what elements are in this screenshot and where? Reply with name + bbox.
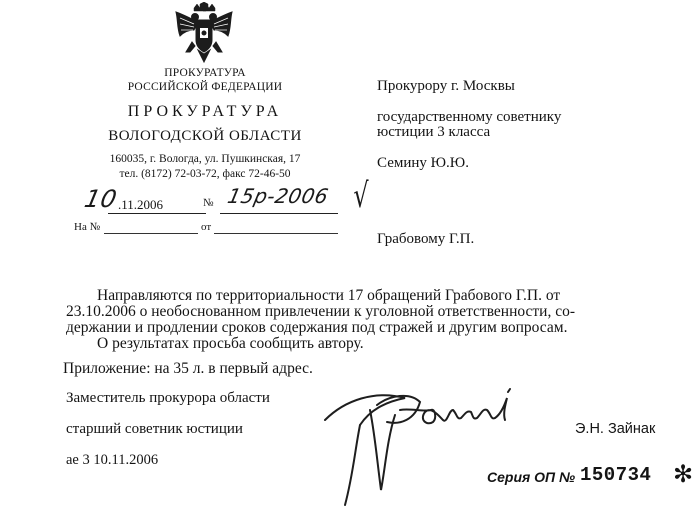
number-prefix: № xyxy=(203,197,214,209)
office-region: ВОЛОГОДСКОЙ ОБЛАСТИ xyxy=(108,128,302,144)
date-underline xyxy=(108,213,206,214)
handwritten-outgoing-number: 15р-2006 xyxy=(225,184,331,208)
serial-label: Серия ОП № xyxy=(487,469,576,485)
reference-number-label: На № xyxy=(74,221,101,233)
org-line-russian-federation: РОССИЙСКОЙ ФЕДЕРАЦИИ xyxy=(127,81,283,93)
check-mark: √ xyxy=(353,176,369,216)
addressee-line-3: юстиции 3 класса xyxy=(377,124,491,140)
office-phones: тел. (8172) 72-03-72, факс 72-46-50 xyxy=(119,168,291,180)
outgoing-month-year: .11.2006 xyxy=(118,197,164,212)
serial-number: 150734 xyxy=(580,464,652,486)
handwritten-signature xyxy=(315,380,520,512)
addressee-line-1: Прокурору г. Москвы xyxy=(377,78,515,94)
body-line-4: О результатах просьба сообщить автору. xyxy=(66,335,364,352)
reference-date-label: от xyxy=(201,221,212,233)
signer-position-line-2: старший советник юстиции xyxy=(66,421,243,437)
org-line-prosecutor: ПРОКУРАТУРА xyxy=(164,67,246,79)
handwritten-day: 10 xyxy=(82,185,120,213)
signer-name: Э.Н. Зайнак xyxy=(575,421,656,437)
reference-date-line xyxy=(214,233,338,234)
attachment-note: Приложение: на 35 л. в первый адрес. xyxy=(63,360,313,377)
number-underline xyxy=(220,213,338,214)
signer-position-line-1: Заместитель прокурора области xyxy=(66,390,270,406)
executor-reference: ае 3 10.11.2006 xyxy=(66,452,159,468)
addressee-line-2: государственному советнику xyxy=(377,109,562,125)
body-line-1: Направляются по территориальности 17 обращений Грабового Г.П. от xyxy=(66,287,561,304)
addressee-line-5: Грабовому Г.П. xyxy=(377,231,475,247)
reference-number-line xyxy=(104,233,198,234)
office-address: 160035, г. Вологда, ул. Пушкинская, 17 xyxy=(109,153,301,165)
body-line-2: 23.10.2006 о необоснованном привлечении к уголовной ответственности, со- xyxy=(66,303,576,320)
office-title: ПРОКУРАТУРА xyxy=(127,103,283,120)
body-line-3: держании и продлении сроков содержания под стражей и другим вопросам. xyxy=(66,319,568,336)
coat-of-arms-emblem xyxy=(174,2,234,64)
addressee-line-4: Семину Ю.Ю. xyxy=(377,155,469,171)
serial-star-mark: ✻ xyxy=(673,460,694,488)
